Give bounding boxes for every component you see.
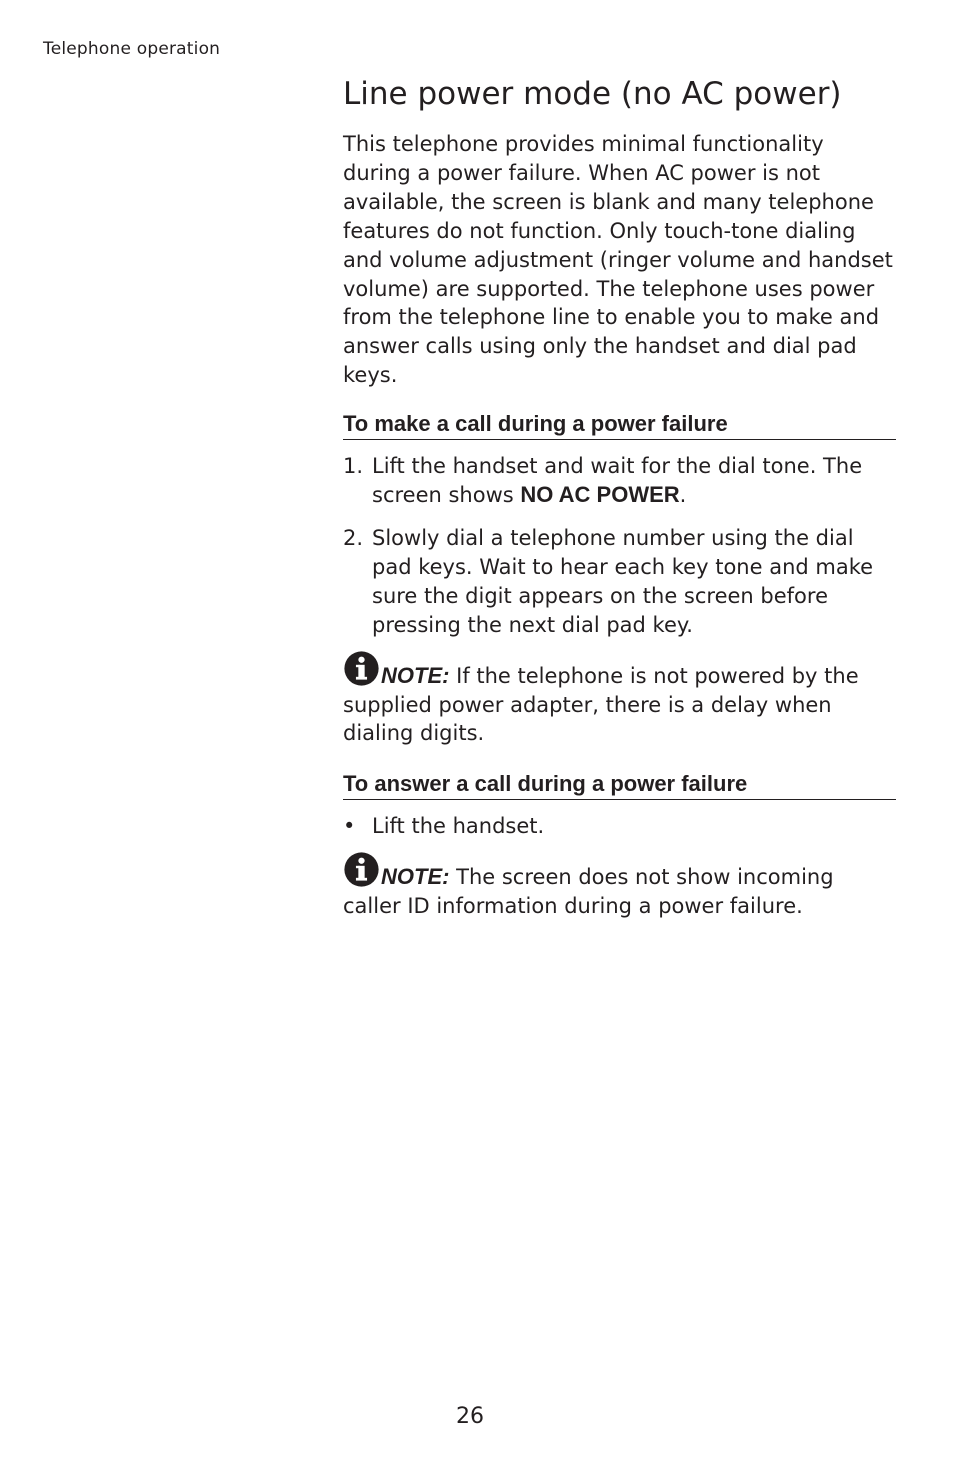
info-icon: [343, 650, 380, 687]
intro-paragraph: This telephone provides minimal functionality during a power failure. When AC power is not available, the screen is blank and many telephone features do not function. Only touch-tone dialing and volume adjustment (ringer volume and handset volume) are supported. The telephone uses power from the telephone line to enable you to make and answer calls using only the handset and dial pad keys.: [343, 132, 893, 388]
info-icon: [343, 851, 380, 888]
note-label: NOTE:: [381, 864, 450, 890]
step-item: [343, 524, 896, 640]
answer-call-heading: To answer a call during a power failure: [343, 770, 896, 800]
bullet-mark: •: [343, 814, 356, 839]
note-paragraph: [343, 650, 896, 749]
running-header: Telephone operation: [43, 39, 221, 59]
note-text: The screen does not show incoming caller ID information during a power failure.: [343, 865, 834, 919]
step-item: [343, 452, 896, 510]
step-text-end: .: [679, 483, 687, 508]
note-text: If the telephone is not powered by the supplied power adapter, there is a delay when dialing digits.: [343, 663, 859, 746]
screen-message: NO AC POWER: [520, 482, 680, 508]
note-label: NOTE:: [381, 662, 450, 688]
page-title: Line power mode (no AC power): [343, 76, 842, 112]
list-item: [343, 812, 896, 841]
step-text-start: Lift the handset and wait for the dial tone. The screen shows: [372, 454, 863, 508]
make-call-steps: [343, 452, 896, 639]
main-content: [343, 74, 896, 921]
step-text: [372, 452, 896, 510]
step-text: Slowly dial a telephone number using the dial pad keys. Wait to hear each key tone and make sure the digit appears on the screen before pressing the next dial pad key.: [372, 525, 874, 637]
answer-call-list: [343, 812, 896, 841]
make-call-heading: To make a call during a power failure: [343, 410, 896, 440]
step-number: 1.: [343, 454, 364, 479]
page-number: 26: [456, 1404, 484, 1429]
list-item-text: Lift the handset.: [372, 814, 545, 839]
step-number: 2.: [343, 525, 364, 550]
note-paragraph: [343, 851, 896, 921]
